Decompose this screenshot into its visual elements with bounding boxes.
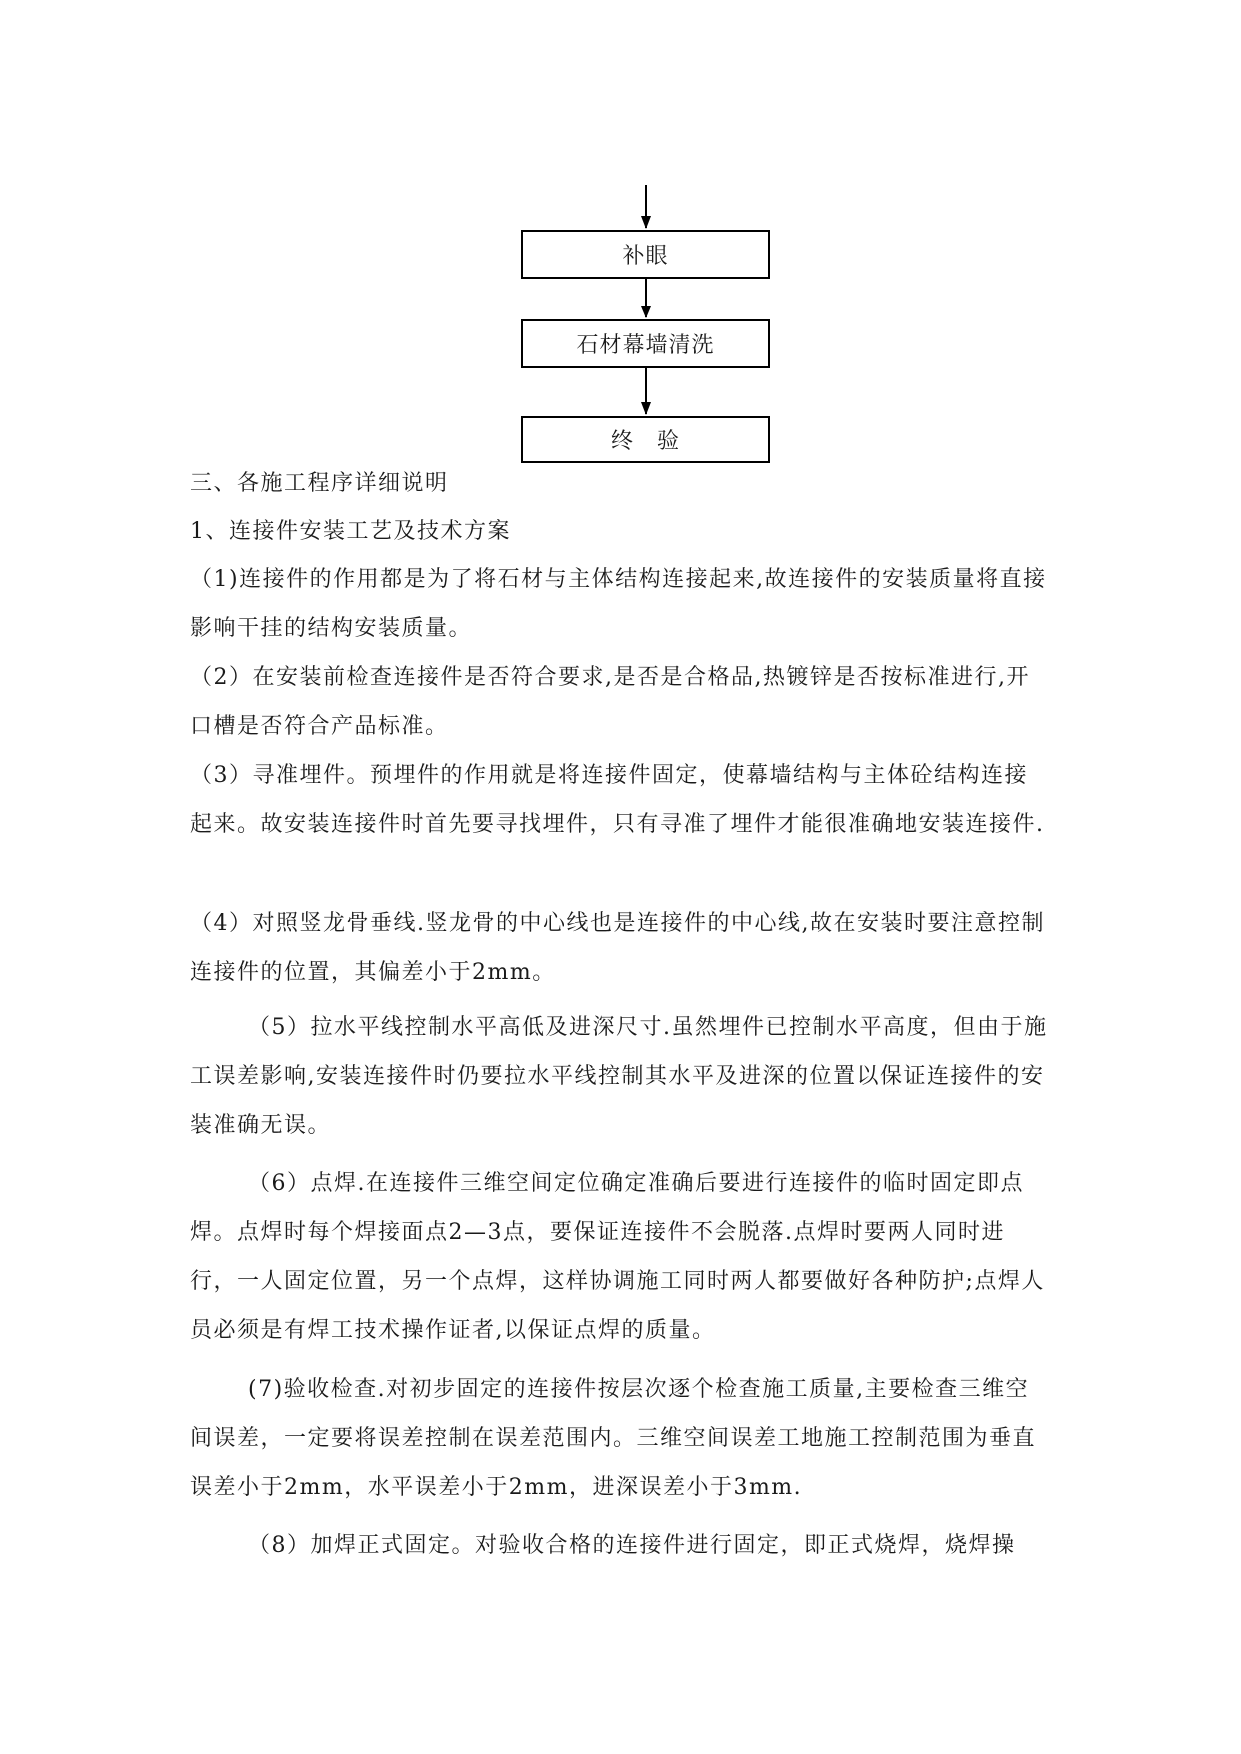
paragraph-8-text: （8）加焊正式固定。对验收合格的连接件进行固定，即正式烧焊，烧焊操	[248, 1533, 1016, 1558]
paragraph-7	[190, 1365, 1050, 1512]
paragraph-1-text: （1)连接件的作用都是为了将石材与主体结构连接起来,故连接件的安装质量将直接影响干挂的结构安装质量。	[190, 567, 1047, 641]
paragraph-4	[190, 899, 1050, 997]
paragraph-8	[190, 1521, 1050, 1570]
flow-step-final-inspection: 终 验	[521, 416, 770, 463]
subsection-heading: 1、连接件安装工艺及技术方案	[190, 519, 511, 544]
flow-step-fill-holes: 补眼	[521, 230, 770, 279]
paragraph-3	[190, 751, 1050, 849]
flow-step-stone-curtain-wall-cleaning: 石材幕墙清洗	[521, 319, 770, 368]
arrowhead-3	[641, 402, 651, 415]
paragraph-6-text: （6）点焊.在连接件三维空间定位确定准确后要进行连接件的临时固定即点焊。点焊时每个焊接面点2—3点，要保证连接件不会脱落.点焊时要两人同时进行，一人固定位置，另一个点焊，这样协调施工同时两人都要做好各种防护;点焊人员必须是有焊工技术操作证者,以保证点焊的质量。	[190, 1171, 1045, 1343]
paragraph-7-text: (7)验收检查.对初步固定的连接件按层次逐个检查施工质量,主要检查三维空间误差，一定要将误差控制在误差范围内。三维空间误差工地施工控制范围为垂直误差小于2mm，水平误差小于2mm，进深误差小于3mm.	[190, 1377, 1037, 1500]
paragraph-5-text: （5）拉水平线控制水平高低及进深尺寸.虽然埋件已控制水平高度，但由于施工误差影响,安装连接件时仍要拉水平线控制其水平及进深的位置以保证连接件的安装准确无误。	[190, 1015, 1048, 1138]
arrowhead-2	[641, 306, 651, 318]
paragraph-1	[190, 555, 1050, 653]
arrowhead-1	[641, 216, 651, 229]
paragraph-2-text: （2）在安装前检查连接件是否符合要求,是否是合格品,热镀锌是否按标准进行,开口槽是否符合产品标准。	[190, 665, 1030, 739]
paragraph-5	[190, 1003, 1050, 1150]
flowchart	[0, 0, 1241, 470]
paragraph-2	[190, 653, 1050, 751]
paragraph-4-text: （4）对照竖龙骨垂线.竖龙骨的中心线也是连接件的中心线,故在安装时要注意控制连接件的位置，其偏差小于2mm。	[190, 911, 1045, 985]
paragraph-6	[190, 1159, 1050, 1355]
paragraph-3-text: （3）寻准埋件。预埋件的作用就是将连接件固定，使幕墙结构与主体砼结构连接起来。故安装连接件时首先要寻找埋件，只有寻准了埋件才能很准确地安装连接件.	[190, 763, 1045, 837]
section-heading: 三、各施工程序详细说明	[190, 471, 449, 496]
